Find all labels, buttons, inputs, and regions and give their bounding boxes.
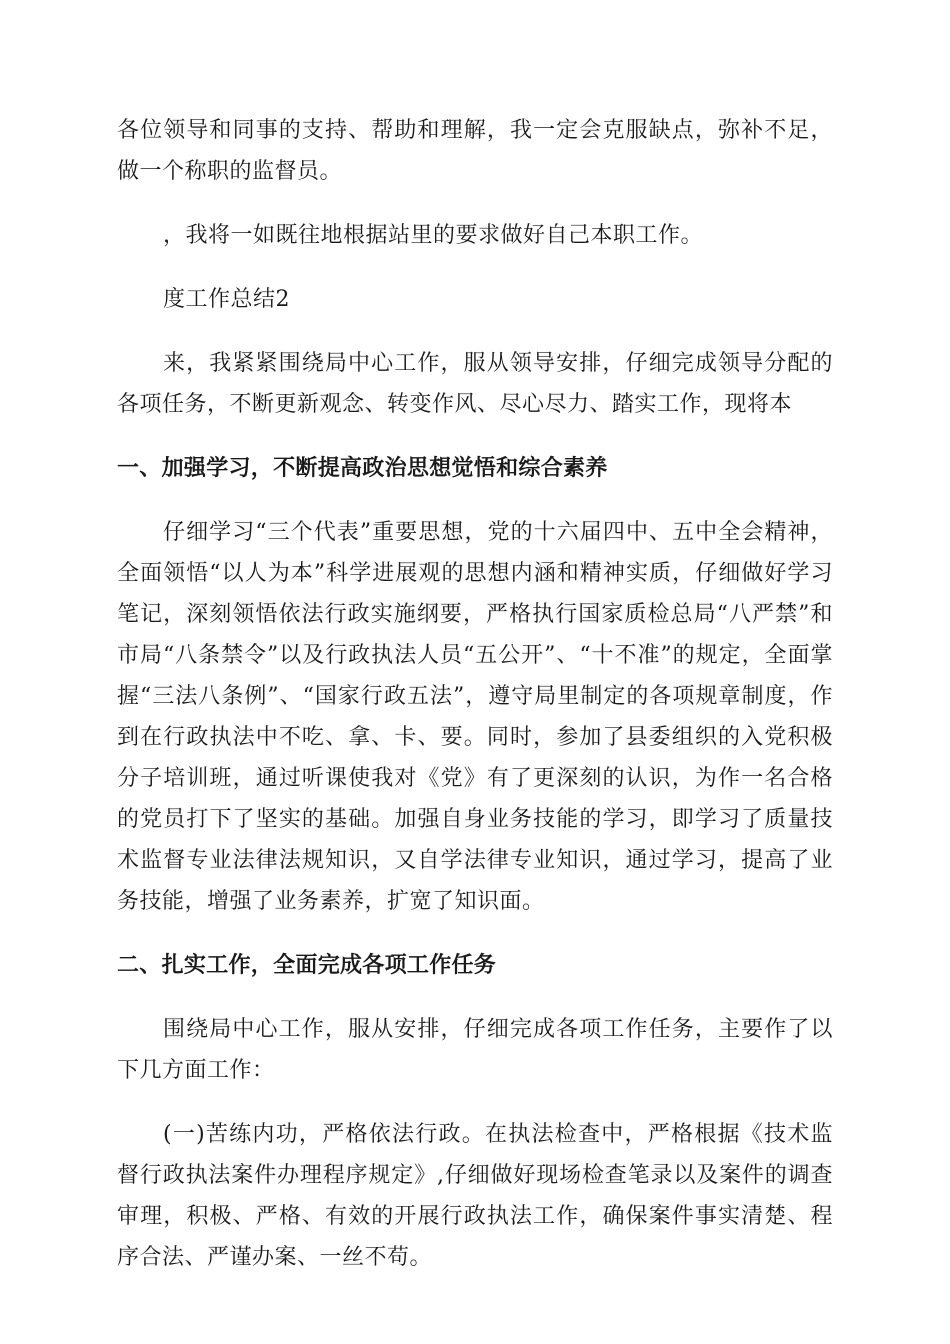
section-1-heading: 一、加强学习，不断提高政治思想觉悟和综合素养 [117, 456, 608, 481]
document-subtitle: 度工作总结2 [163, 287, 290, 312]
section-2-heading: 二、扎实工作，全面完成各项工作任务 [117, 953, 497, 978]
section-1-body: 仔细学习“三个代表”重要思想，党的十六届四中、五中全会精神，全面领悟“以人为本”科学进展观的思想内涵和精神实质，仔细做好学习笔记，深刻领悟依法行政实施纲要，严格执行国家质检总局“八严禁”和市局“八条禁令”以及行政执法人员“五公开”、“十不准”的规定，全面掌握“三法八条例”、“国家行政五法”，遵守局里制定的各项规章制度，作到在行政执法中不吃、拿、卡、要。同时，参加了县委组织的入党积极分子培训班，通过听课使我对《党》有了更深刻的认识，为作一名合格的党员打下了坚实的基础。加强自身业务技能的学习，即学习了质量技术监督专业法律法规知识，又自学法律专业知识，通过学习，提高了业务技能，增强了业务素养，扩宽了知识面。 [117, 520, 833, 914]
paragraph-intro: 来，我紧紧围绕局中心工作，服从领导安排，仔细完成领导分配的各项任务，不断更新观念、转变作风、尽心尽力、踏实工作，现将本 [117, 351, 833, 417]
section-2-item-1: (一)苦练内功，严格依法行政。在执法检查中，严格根据《技术监督行政执法案件办理程序规定》,仔细做好现场检查笔录以及案件的调查审理，积极、严格、有效的开展行政执法工作，确保案件事实清楚、程序合法、严谨办案、一丝不苟。 [117, 1122, 833, 1270]
document-page [117, 110, 833, 1301]
paragraph-commitment: ，我将一如既往地根据站里的要求做好自己本职工作。 [163, 223, 704, 248]
section-2-intro: 围绕局中心工作，服从安排，仔细完成各项工作任务，主要作了以下几方面工作： [117, 1017, 833, 1083]
paragraph-closing: 各位领导和同事的支持、帮助和理解，我一定会克服缺点，弥补不足，做一个称职的监督员。 [117, 118, 833, 184]
